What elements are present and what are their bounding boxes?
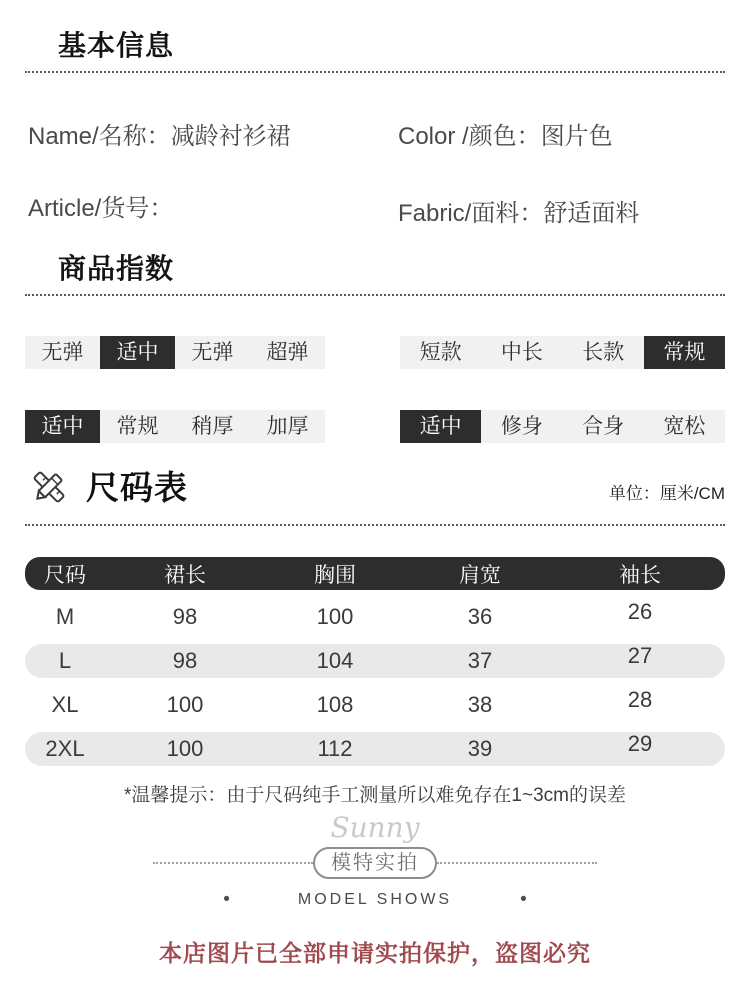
column-header: 尺码 xyxy=(44,563,86,587)
table-cell: 37 xyxy=(467,648,493,673)
table-cell: 27 xyxy=(627,643,653,668)
dotted-line-left xyxy=(153,862,313,864)
anti-theft-warning: 本店图片已全部申请实拍保护，盗图必究 xyxy=(159,940,591,966)
table-row-L xyxy=(25,644,725,678)
option-length-1[interactable]: 短款 xyxy=(419,341,462,364)
table-cell: 36 xyxy=(467,604,493,629)
table-cell: 98 xyxy=(172,604,198,629)
unit-label: 单位：厘米/CM xyxy=(608,484,725,503)
option-elasticity-4[interactable]: 超弹 xyxy=(266,341,309,364)
pencil-ruler-icon xyxy=(30,468,68,507)
field-fabric-label: Fabric/面料： xyxy=(398,200,544,227)
table-cell: 28 xyxy=(627,687,653,712)
column-header: 肩宽 xyxy=(459,563,501,587)
option-thickness-3[interactable]: 稍厚 xyxy=(191,415,234,438)
option-length-4-selected[interactable]: 常规 xyxy=(644,336,725,369)
option-thickness-4[interactable]: 加厚 xyxy=(266,415,309,438)
divider xyxy=(25,71,725,73)
option-group-elasticity xyxy=(25,336,325,369)
table-cell: 100 xyxy=(316,604,354,629)
table-cell: L xyxy=(58,648,72,673)
bullet-icon: • xyxy=(520,889,527,910)
model-shows-subtitle: MODEL SHOWS xyxy=(297,891,453,908)
size-table xyxy=(25,557,725,766)
section-title-basic-info: 基本信息 xyxy=(58,30,175,61)
table-row-2XL xyxy=(25,732,725,766)
option-elasticity-3[interactable]: 无弹 xyxy=(191,341,234,364)
bullet-icon: • xyxy=(223,889,230,910)
option-elasticity-2-selected[interactable]: 适中 xyxy=(100,336,175,369)
table-cell: 98 xyxy=(172,648,198,673)
model-shows-subtitle-row xyxy=(0,889,750,911)
section-title-size-chart: 尺码表 xyxy=(86,469,188,506)
table-cell: 26 xyxy=(627,599,653,624)
brand-script-text: Sunny xyxy=(330,811,420,844)
field-article-label: Article/货号： xyxy=(28,195,174,222)
field-color xyxy=(398,116,613,151)
table-cell: 29 xyxy=(627,731,653,756)
table-cell: XL xyxy=(51,692,79,717)
size-table-body xyxy=(25,600,725,766)
option-length-3[interactable]: 长款 xyxy=(582,341,625,364)
table-row-XL xyxy=(25,688,725,722)
size-table-header-row xyxy=(25,557,725,590)
table-cell: 108 xyxy=(316,692,354,717)
field-name xyxy=(28,116,398,151)
divider xyxy=(25,524,725,526)
field-fabric-value: 舒适面料 xyxy=(543,200,640,227)
model-shows-badge-row xyxy=(0,847,750,879)
table-row-M xyxy=(25,600,725,634)
divider xyxy=(25,294,725,296)
table-cell: 38 xyxy=(467,692,493,717)
option-group-thickness xyxy=(25,410,325,443)
table-cell: 100 xyxy=(166,692,204,717)
field-fabric xyxy=(398,193,639,228)
field-name-value: 减龄衬衫裙 xyxy=(170,123,291,150)
option-fit-3[interactable]: 合身 xyxy=(582,415,625,438)
model-shows-badge: 模特实拍 xyxy=(313,847,437,879)
table-cell: M xyxy=(55,604,75,629)
option-fit-2[interactable]: 修身 xyxy=(500,415,543,438)
option-bars-row-2 xyxy=(25,410,750,443)
option-fit-1-selected[interactable]: 适中 xyxy=(400,410,481,443)
field-article xyxy=(28,188,398,223)
option-fit-4[interactable]: 宽松 xyxy=(663,415,706,438)
option-thickness-1-selected[interactable]: 适中 xyxy=(25,410,100,443)
field-color-value: 图片色 xyxy=(540,123,613,150)
option-group-fit xyxy=(400,410,725,443)
size-chart-header xyxy=(30,467,725,507)
table-cell: 39 xyxy=(467,736,493,761)
option-group-length xyxy=(400,336,725,369)
table-cell: 100 xyxy=(166,736,204,761)
field-name-label: Name/名称： xyxy=(28,123,171,150)
info-row-1 xyxy=(0,116,750,151)
section-title-product-index: 商品指数 xyxy=(58,253,175,284)
table-cell: 104 xyxy=(316,648,354,673)
table-cell: 2XL xyxy=(45,736,85,761)
column-header: 裙长 xyxy=(164,563,206,587)
column-header: 袖长 xyxy=(619,563,661,587)
table-cell: 112 xyxy=(317,736,353,761)
column-header: 胸围 xyxy=(314,563,356,587)
option-thickness-2[interactable]: 常规 xyxy=(116,415,159,438)
option-length-2[interactable]: 中长 xyxy=(500,341,543,364)
option-bars-row-1 xyxy=(25,336,750,369)
option-elasticity-1[interactable]: 无弹 xyxy=(41,341,84,364)
info-row-2 xyxy=(0,188,750,227)
dotted-line-right xyxy=(437,862,597,864)
measurement-note: *温馨提示：由于尺码纯手工测量所以难免存在1~3cm的误差 xyxy=(124,785,626,806)
field-color-label: Color /颜色： xyxy=(398,123,541,150)
